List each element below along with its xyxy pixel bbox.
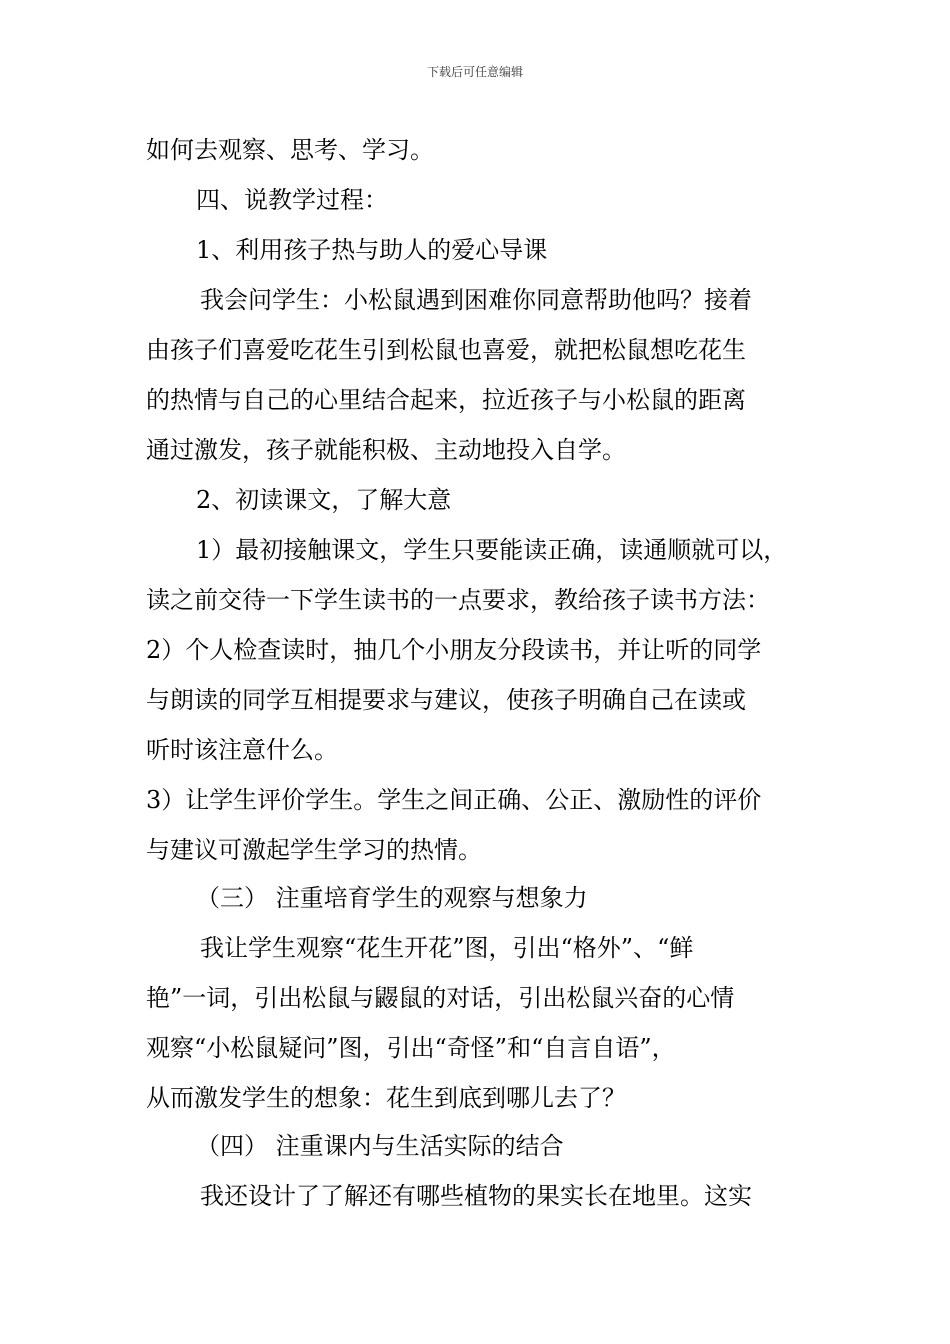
subsection-heading: （三） 注重培育学生的观察与想象力	[196, 884, 588, 912]
text-line: 与朗读的同学互相提要求与建议，使孩子明确自己在读或	[146, 686, 746, 714]
text-line: 我让学生观察“花生开花”图，引出“格外”、“鲜	[200, 934, 694, 962]
text-line: 我会问学生：小松鼠遇到困难你同意帮助他吗？接着	[200, 286, 752, 314]
text-line: 我还设计了了解还有哪些植物的果实长在地里。这实	[200, 1182, 752, 1210]
text-line: 听时该注意什么。	[146, 736, 338, 764]
text-line: 3）让学生评价学生。学生之间正确、公正、激励性的评价	[146, 786, 762, 814]
text-line: 1）最初接触课文，学生只要能读正确，读通顺就可以，	[196, 536, 788, 564]
text-line: 从而激发学生的想象：花生到底到哪儿去了？	[146, 1084, 626, 1112]
text-line: 观察“小松鼠疑问”图，引出“奇怪”和“自言自语”，	[146, 1034, 676, 1062]
subsection-heading: 1、利用孩子热与助人的爱心导课	[196, 236, 548, 264]
text-line: 由孩子们喜爱吃花生引到松鼠也喜爱，就把松鼠想吃花生	[146, 336, 746, 364]
text-line: 通过激发，孩子就能积极、主动地投入自学。	[146, 436, 626, 464]
text-line: 与建议可激起学生学习的热情。	[146, 836, 482, 864]
text-line: 读之前交待一下学生读书的一点要求，教给孩子读书方法：	[146, 586, 770, 614]
section-heading: 四、说教学过程：	[196, 186, 388, 214]
text-line: 如何去观察、思考、学习。	[146, 136, 434, 164]
page-header: 下载后可任意编辑	[426, 65, 523, 79]
text-line: 艳”一词，引出松鼠与鼹鼠的对话，引出松鼠兴奋的心情	[146, 984, 735, 1012]
subsection-heading: （四） 注重课内与生活实际的结合	[196, 1132, 564, 1160]
text-line: 的热情与自己的心里结合起来，拉近孩子与小松鼠的距离	[146, 386, 746, 414]
subsection-heading: 2、初读课文，了解大意	[196, 486, 452, 514]
text-line: 2）个人检查读时，抽几个小朋友分段读书，并让听的同学	[146, 636, 762, 664]
